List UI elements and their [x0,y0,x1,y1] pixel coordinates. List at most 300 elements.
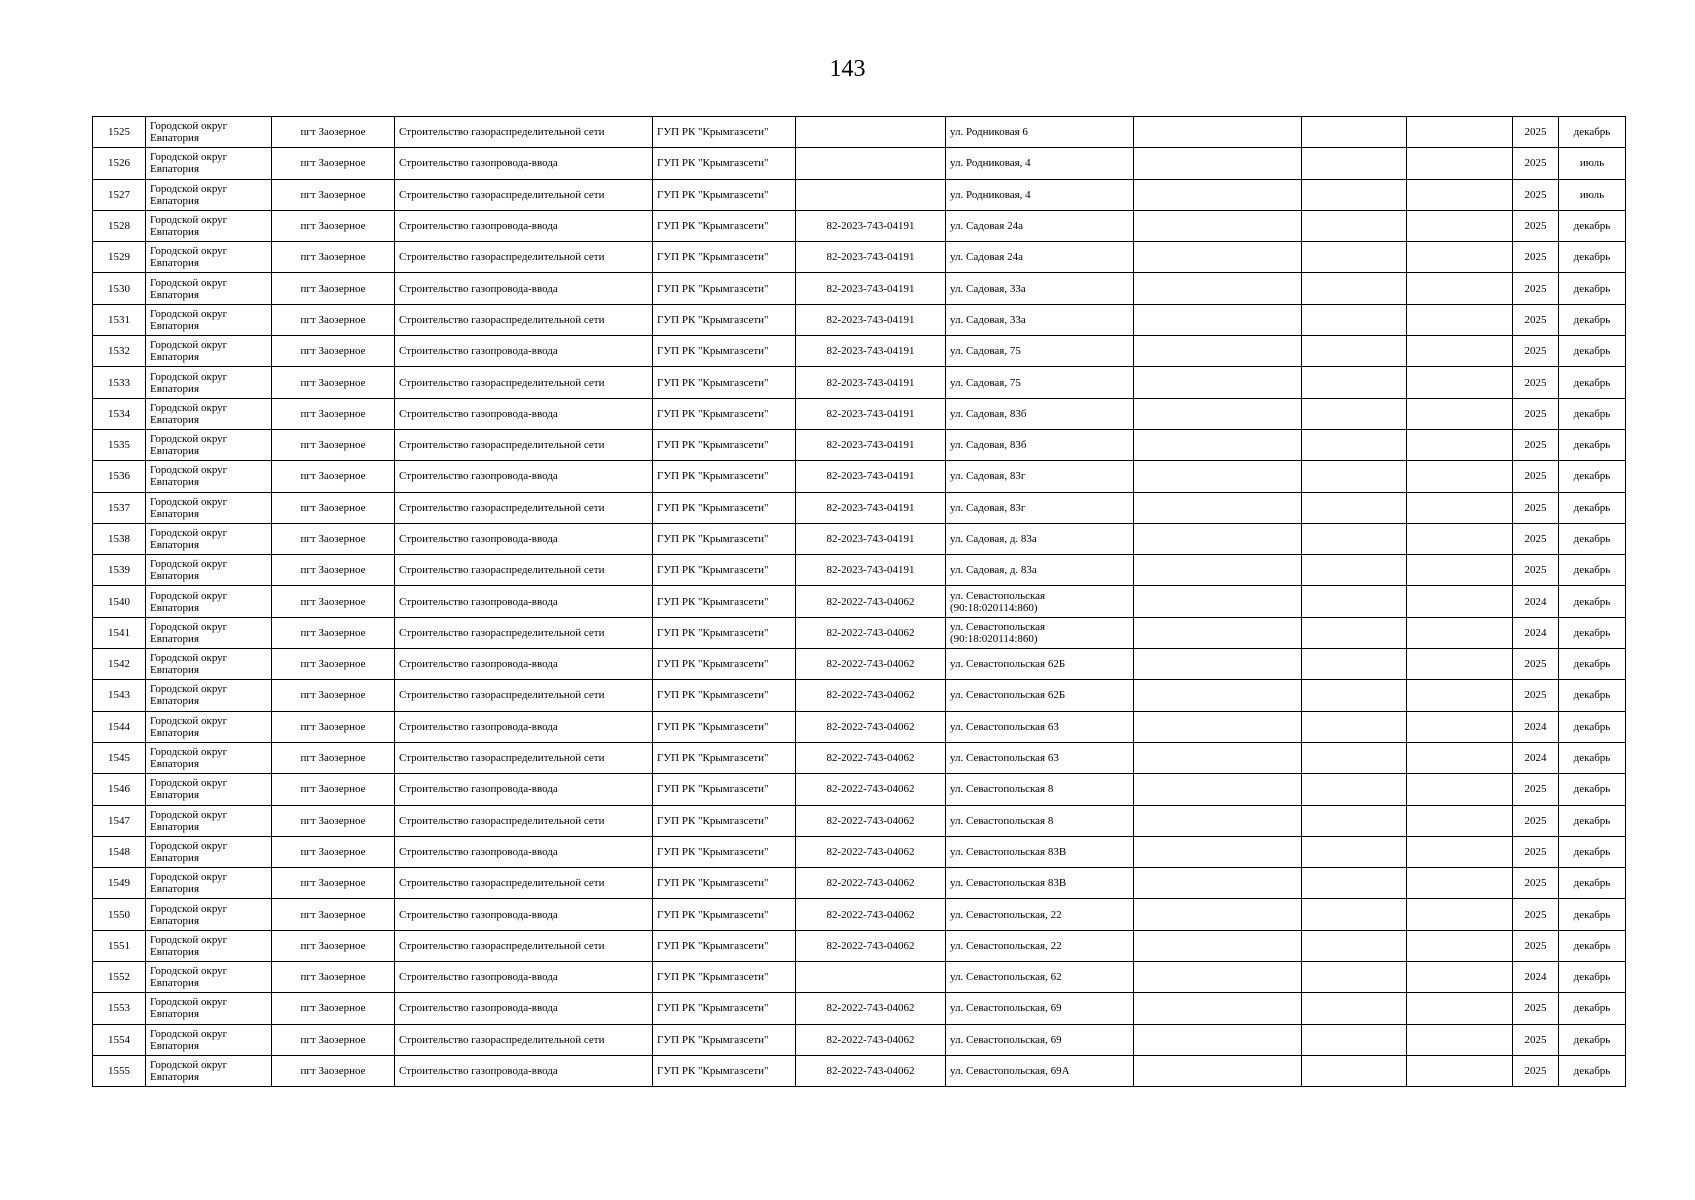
settlement-cell [272,555,395,586]
empty-cell-1 [1134,492,1302,523]
empty-cell-2 [1302,930,1407,961]
settlement-cell [272,117,395,148]
empty-cell-1 [1134,868,1302,899]
municipality-line-1: Городской округ [150,808,228,821]
settlement: пгт Заозерное [300,157,366,170]
work-type: Строительство газопровода-ввода [399,971,558,984]
row-number-cell [93,117,146,148]
municipality-cell [146,210,272,241]
municipality-line-2: Евпатория [150,664,200,677]
row-number-cell [93,836,146,867]
table-row [93,336,1626,367]
project-code: 82-2023-743-04191 [826,376,915,389]
year: 2025 [1524,1033,1547,1046]
municipality-cell [146,555,272,586]
municipality-line-2: Евпатория [150,726,200,739]
project-code: 82-2022-743-04062 [826,783,915,796]
work-type: Строительство газопровода-ввода [399,157,558,170]
municipality-line-2: Евпатория [150,476,200,489]
table-row [93,899,1626,930]
work-type: Строительство газораспределительной сети [399,689,605,702]
organization-cell [653,649,796,680]
settlement: пгт Заозерное [300,282,366,295]
year-cell [1513,179,1559,210]
organization: ГУП РК "Крымгазсети" [657,720,769,733]
year-cell [1513,774,1559,805]
table-row [93,117,1626,148]
empty-cell-3 [1407,742,1513,773]
year-cell [1513,899,1559,930]
row-number: 1541 [108,626,130,639]
organization: ГУП РК "Крымгазсети" [657,376,769,389]
row-number: 1527 [108,188,130,201]
organization-cell [653,429,796,460]
organization-cell [653,304,796,335]
address-cell [946,774,1134,805]
empty-cell-1 [1134,555,1302,586]
empty-cell-3 [1407,242,1513,273]
work-type-cell [395,1055,653,1086]
organization-cell [653,210,796,241]
municipality-cell [146,523,272,554]
project-code-cell [796,711,946,742]
project-code-cell [796,398,946,429]
organization-cell [653,117,796,148]
table-row [93,774,1626,805]
year: 2025 [1524,783,1547,796]
address-line-1: ул. Садовая, 75 [950,376,1021,389]
month: декабрь [1573,220,1611,233]
address-cell [946,868,1134,899]
empty-cell-1 [1134,304,1302,335]
month: декабрь [1573,626,1611,639]
work-type: Строительство газораспределительной сети [399,564,605,577]
row-number: 1539 [108,564,130,577]
address-cell [946,962,1134,993]
empty-cell-3 [1407,680,1513,711]
empty-cell-2 [1302,429,1407,460]
organization: ГУП РК "Крымгазсети" [657,971,769,984]
project-code: 82-2022-743-04062 [826,658,915,671]
project-code-cell [796,461,946,492]
settlement: пгт Заозерное [300,658,366,671]
project-code: 82-2022-743-04062 [826,1065,915,1078]
empty-cell-2 [1302,398,1407,429]
project-code-cell [796,1024,946,1055]
month-cell [1559,1024,1626,1055]
municipality-line-1: Городской округ [150,307,228,320]
work-type: Строительство газопровода-ввода [399,220,558,233]
address-cell [946,523,1134,554]
row-number-cell [93,523,146,554]
year: 2024 [1524,626,1547,639]
row-number-cell [93,993,146,1024]
municipality-cell [146,899,272,930]
municipality-line-2: Евпатория [150,632,200,645]
project-code-cell [796,836,946,867]
row-number-cell [93,304,146,335]
row-number: 1530 [108,282,130,295]
municipality-cell [146,868,272,899]
row-number-cell [93,680,146,711]
year-cell [1513,868,1559,899]
work-type-cell [395,461,653,492]
municipality-line-2: Евпатория [150,977,200,990]
project-code-cell [796,304,946,335]
row-number: 1526 [108,157,130,170]
row-number: 1540 [108,595,130,608]
municipality-line-2: Евпатория [150,163,200,176]
municipality-line-2: Евпатория [150,1039,200,1052]
municipality-cell [146,774,272,805]
project-code-cell [796,117,946,148]
empty-cell-1 [1134,649,1302,680]
table-row [93,210,1626,241]
year-cell [1513,836,1559,867]
empty-cell-3 [1407,367,1513,398]
empty-cell-2 [1302,492,1407,523]
year: 2025 [1524,282,1547,295]
municipality-line-2: Евпатория [150,539,200,551]
organization-cell [653,617,796,648]
year-cell [1513,148,1559,179]
empty-cell-2 [1302,461,1407,492]
month: декабрь [1573,345,1611,358]
table-row [93,617,1626,648]
project-code: 82-2022-743-04062 [826,720,915,733]
empty-cell-1 [1134,179,1302,210]
project-code-cell [796,742,946,773]
address-line-1: ул. Севастопольская 8 [950,783,1054,796]
year: 2025 [1524,407,1547,420]
table-row [93,680,1626,711]
address-cell [946,336,1134,367]
table-row [93,148,1626,179]
empty-cell-2 [1302,993,1407,1024]
year: 2025 [1524,689,1547,702]
empty-cell-2 [1302,586,1407,617]
month: декабрь [1573,501,1611,514]
year: 2025 [1524,564,1547,577]
project-code-cell [796,617,946,648]
month-cell [1559,899,1626,930]
work-type: Строительство газопровода-ввода [399,595,558,608]
municipality-line-2: Евпатория [150,820,200,833]
empty-cell-3 [1407,461,1513,492]
municipality-line-2: Евпатория [150,319,200,332]
organization: ГУП РК "Крымгазсети" [657,157,769,170]
municipality-line-2: Евпатория [150,851,200,864]
table-row [93,711,1626,742]
municipality-cell [146,993,272,1024]
project-code: 82-2022-743-04062 [826,877,915,890]
municipality-line-2: Евпатория [150,883,200,896]
address-line-1: ул. Садовая, 33а [950,313,1026,326]
row-number: 1532 [108,345,130,358]
organization: ГУП РК "Крымгазсети" [657,313,769,326]
project-code: 82-2023-743-04191 [826,313,915,326]
year-cell [1513,398,1559,429]
empty-cell-1 [1134,586,1302,617]
empty-cell-3 [1407,179,1513,210]
municipality-cell [146,336,272,367]
address-line-1: ул. Садовая 24а [950,220,1023,233]
month: декабрь [1573,908,1611,921]
address-line-1: ул. Садовая 24а [950,251,1023,264]
project-code-cell [796,586,946,617]
project-code: 82-2022-743-04062 [826,908,915,921]
table-row [93,1055,1626,1086]
year-cell [1513,993,1559,1024]
month-cell [1559,492,1626,523]
empty-cell-3 [1407,336,1513,367]
year: 2025 [1524,251,1547,264]
empty-cell-1 [1134,617,1302,648]
organization: ГУП РК "Крымгазсети" [657,1002,769,1015]
project-code-cell [796,523,946,554]
row-number: 1529 [108,251,130,264]
municipality-line-1: Городской округ [150,182,228,195]
empty-cell-1 [1134,336,1302,367]
row-number: 1548 [108,845,130,858]
work-type: Строительство газопровода-ввода [399,1065,558,1078]
address-line-1: ул. Севастопольская 83В [950,877,1067,890]
month: декабрь [1573,470,1611,483]
year: 2025 [1524,439,1547,452]
row-number: 1525 [108,126,130,139]
municipality-cell [146,304,272,335]
year-cell [1513,461,1559,492]
municipality-line-2: Евпатория [150,194,200,207]
settlement-cell [272,336,395,367]
municipality-line-2: Евпатория [150,914,200,927]
row-number-cell [93,868,146,899]
work-type: Строительство газораспределительной сети [399,501,605,514]
project-code: 82-2022-743-04062 [826,1002,915,1015]
empty-cell-2 [1302,649,1407,680]
organization-cell [653,273,796,304]
project-code: 82-2023-743-04191 [826,282,915,295]
settlement: пгт Заозерное [300,470,366,483]
row-number-cell [93,492,146,523]
project-code: 82-2023-743-04191 [826,501,915,514]
project-code: 82-2023-743-04191 [826,564,915,577]
project-code-cell [796,868,946,899]
address-line-1: ул. Севастопольская [950,620,1046,633]
municipality-cell [146,117,272,148]
empty-cell-3 [1407,586,1513,617]
empty-cell-1 [1134,1055,1302,1086]
work-type-cell [395,836,653,867]
address-cell [946,836,1134,867]
work-type: Строительство газораспределительной сети [399,313,605,326]
month-cell [1559,930,1626,961]
table-row [93,868,1626,899]
organization: ГУП РК "Крымгазсети" [657,845,769,858]
organization-cell [653,242,796,273]
work-type-cell [395,680,653,711]
organization: ГУП РК "Крымгазсети" [657,564,769,577]
work-type-cell [395,649,653,680]
settlement: пгт Заозерное [300,407,366,420]
address-cell [946,367,1134,398]
municipality-cell [146,273,272,304]
month-cell [1559,117,1626,148]
municipality-line-2: Евпатория [150,132,200,145]
project-code: 82-2023-743-04191 [826,345,915,358]
project-code-cell [796,680,946,711]
work-type-cell [395,367,653,398]
project-code: 82-2023-743-04191 [826,439,915,452]
settlement: пгт Заозерное [300,689,366,702]
row-number: 1543 [108,689,130,702]
organization-cell [653,836,796,867]
empty-cell-1 [1134,930,1302,961]
empty-cell-1 [1134,242,1302,273]
month-cell [1559,742,1626,773]
address-cell [946,273,1134,304]
municipality-cell [146,179,272,210]
year-cell [1513,586,1559,617]
empty-cell-1 [1134,680,1302,711]
project-code: 82-2022-743-04062 [826,1033,915,1046]
municipality-line-2: Евпатория [150,288,200,301]
municipality-cell [146,461,272,492]
address-cell [946,1024,1134,1055]
settlement-cell [272,774,395,805]
municipality-line-1: Городской округ [150,558,228,571]
organization: ГУП РК "Крымгазсети" [657,877,769,890]
work-type: Строительство газопровода-ввода [399,783,558,796]
municipality-line-1: Городской округ [150,714,228,727]
table-row [93,962,1626,993]
settlement-cell [272,429,395,460]
organization: ГУП РК "Крымгазсети" [657,1033,769,1046]
settlement-cell [272,523,395,554]
month: декабрь [1573,845,1611,858]
municipality-line-2: Евпатория [150,601,200,614]
empty-cell-2 [1302,711,1407,742]
address-cell [946,649,1134,680]
municipality-line-1: Городской округ [150,433,228,446]
address-line-2: (90:18:020114:860) [950,601,1038,614]
row-number-cell [93,899,146,930]
work-type-cell [395,148,653,179]
organization-cell [653,555,796,586]
work-type-cell [395,523,653,554]
work-type-cell [395,962,653,993]
year-cell [1513,304,1559,335]
municipality-line-2: Евпатория [150,570,200,583]
empty-cell-2 [1302,336,1407,367]
year: 2025 [1524,658,1547,671]
municipality-line-2: Евпатория [150,257,200,270]
row-number: 1550 [108,908,130,921]
project-code: 82-2022-743-04062 [826,689,915,702]
year: 2025 [1524,376,1547,389]
row-number-cell [93,367,146,398]
address-cell [946,617,1134,648]
project-code-cell [796,555,946,586]
month-cell [1559,461,1626,492]
empty-cell-1 [1134,836,1302,867]
settlement: пгт Заозерное [300,595,366,608]
organization-cell [653,398,796,429]
organization: ГУП РК "Крымгазсети" [657,407,769,420]
row-number-cell [93,242,146,273]
work-type: Строительство газопровода-ввода [399,533,558,545]
empty-cell-3 [1407,492,1513,523]
settlement-cell [272,617,395,648]
row-number: 1542 [108,658,130,671]
year: 2025 [1524,1002,1547,1015]
row-number-cell [93,273,146,304]
month: декабрь [1573,595,1611,608]
empty-cell-3 [1407,429,1513,460]
address-line-1: ул. Садовая, 75 [950,345,1021,358]
project-code: 82-2022-743-04062 [826,752,915,765]
municipality-line-1: Городской округ [150,339,228,352]
work-type: Строительство газораспределительной сети [399,877,605,890]
address-line-2: (90:18:020114:860) [950,632,1038,645]
empty-cell-2 [1302,148,1407,179]
empty-cell-1 [1134,148,1302,179]
month: декабрь [1573,783,1611,796]
municipality-cell [146,1055,272,1086]
settlement: пгт Заозерное [300,188,366,201]
empty-cell-3 [1407,805,1513,836]
month: декабрь [1573,1002,1611,1015]
empty-cell-1 [1134,117,1302,148]
row-number-cell [93,711,146,742]
municipality-line-1: Городской округ [150,652,228,665]
municipality-line-1: Городской округ [150,1059,228,1072]
organization-cell [653,148,796,179]
address-cell [946,148,1134,179]
settlement: пгт Заозерное [300,814,366,827]
organization-cell [653,680,796,711]
work-type-cell [395,242,653,273]
organization-cell [653,993,796,1024]
project-code: 82-2022-743-04062 [826,814,915,827]
work-type: Строительство газораспределительной сети [399,376,605,389]
empty-cell-3 [1407,649,1513,680]
settlement: пгт Заозерное [300,626,366,639]
municipality-line-2: Евпатория [150,507,200,520]
table-row [93,649,1626,680]
organization-cell [653,868,796,899]
empty-cell-3 [1407,273,1513,304]
municipality-cell [146,836,272,867]
organization: ГУП РК "Крымгазсети" [657,439,769,452]
work-type-cell [395,492,653,523]
project-code-cell [796,367,946,398]
project-code-cell [796,242,946,273]
table-row [93,367,1626,398]
empty-cell-2 [1302,1024,1407,1055]
empty-cell-2 [1302,805,1407,836]
settlement: пгт Заозерное [300,783,366,796]
municipality-line-2: Евпатория [150,789,200,802]
address-cell [946,429,1134,460]
municipality-line-2: Евпатория [150,695,200,708]
empty-cell-3 [1407,930,1513,961]
year-cell [1513,523,1559,554]
row-number-cell [93,555,146,586]
municipality-cell [146,680,272,711]
empty-cell-2 [1302,242,1407,273]
settlement: пгт Заозерное [300,251,366,264]
